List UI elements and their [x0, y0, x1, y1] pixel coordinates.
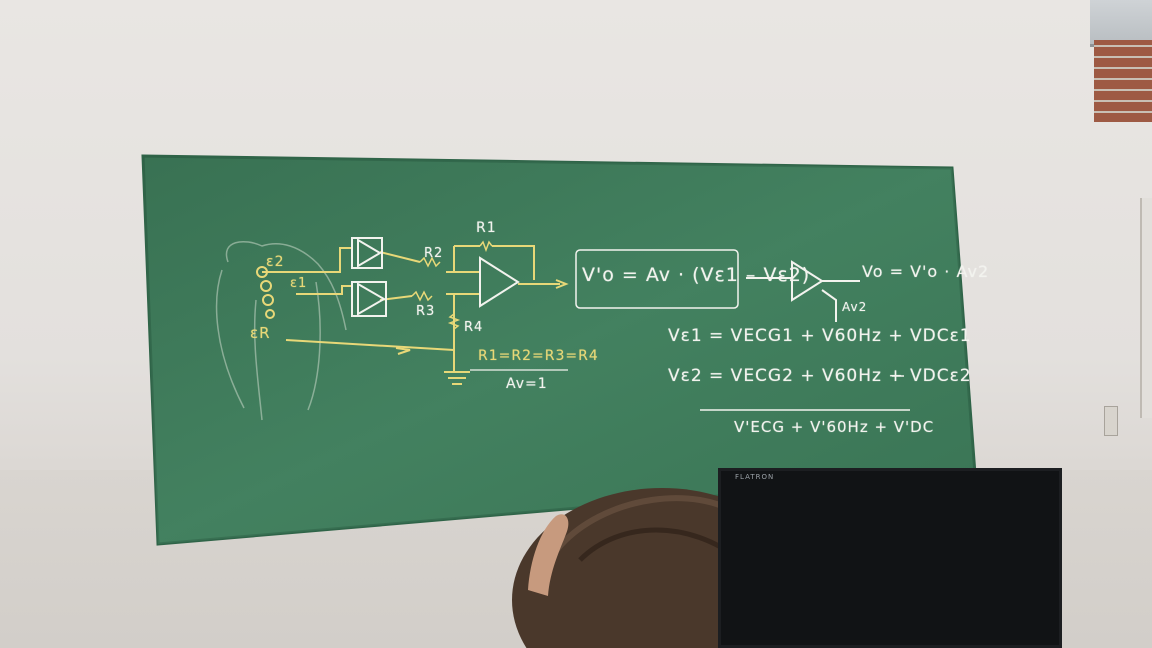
- label-e1: ε1: [290, 276, 308, 291]
- label-r4: R4: [464, 320, 484, 335]
- label-r1: R1: [476, 220, 497, 236]
- gain-label: Av2: [842, 300, 868, 314]
- gain-note: Av=1: [506, 376, 548, 392]
- equation-ve2: Vε2 = VECG2 + V60Hz + VDCε2: [668, 366, 972, 386]
- resistor-equality: R1=R2=R3=R4: [478, 348, 599, 364]
- label-er: εR: [250, 324, 271, 342]
- label-r2: R2: [424, 246, 444, 261]
- equation-result: V'ECG + V'60Hz + V'DC: [734, 418, 935, 436]
- label-r3: R3: [416, 304, 436, 319]
- equation-ve1: Vε1 = VECG1 + V60Hz + VDCε1: [668, 326, 972, 346]
- output-equation: Vo = V'o · Av2: [862, 262, 990, 281]
- label-e2: ε2: [266, 254, 285, 270]
- main-equation: V'o = Av · (Vε1 – Vε2): [582, 264, 811, 286]
- computer-monitor: [718, 468, 1062, 648]
- monitor-brand: FLATRON: [735, 473, 775, 481]
